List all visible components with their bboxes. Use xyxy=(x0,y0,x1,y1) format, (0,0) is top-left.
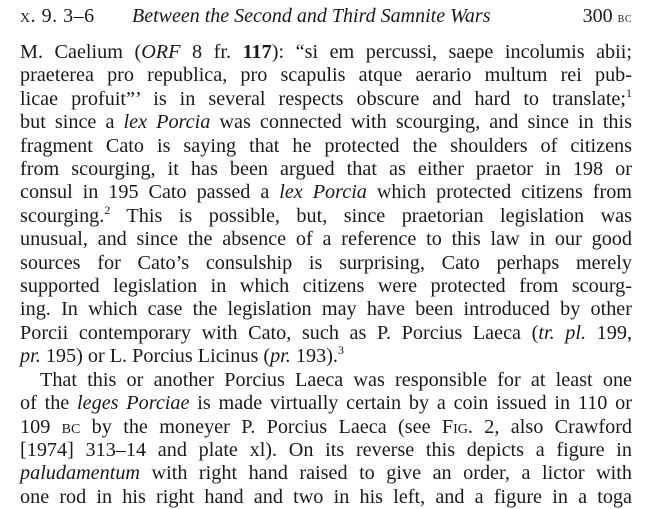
text-run: 109 xyxy=(20,415,62,438)
text-run: which protected citizens from xyxy=(366,181,632,204)
text-run: 199, xyxy=(586,321,632,344)
text-run: with right hand raised to give an order, a lictor with xyxy=(140,462,632,485)
section-reference: x. 9. 3–6 xyxy=(20,5,95,27)
paragraph-1 xyxy=(20,41,632,369)
text-run: Porcii contemporary with Cato, such as P. Porcius Laeca ( xyxy=(20,321,539,344)
italic-term: pr. xyxy=(270,345,291,368)
running-head xyxy=(20,3,632,29)
text-line: That this or another Porcius Laeca was responsible for at least one xyxy=(40,368,632,391)
text-run: is made virtually certain by a coin issued in 110 or xyxy=(189,392,632,415)
text-run: , also Crawford xyxy=(494,415,633,438)
text-line: supported legislation in which citizens were protected from scourg- xyxy=(20,275,632,298)
text-line xyxy=(20,322,632,345)
footnote-marker: 1 xyxy=(626,85,632,100)
italic-term: pr. xyxy=(20,345,41,368)
running-date xyxy=(583,3,632,32)
text-line: ing. In which case the legislation may have been introduced by other xyxy=(20,298,632,321)
text-line: from scourging, it has been argued that as either praetor in 198 or xyxy=(20,158,632,181)
text-line xyxy=(20,392,632,415)
text-run: This is possible, but, since praetorian legislation was xyxy=(110,204,632,227)
italic-term: leges Porciae xyxy=(77,392,190,415)
text-line xyxy=(20,181,632,204)
text-line xyxy=(20,111,632,134)
figure-reference: Fig. 2 xyxy=(441,415,495,438)
fragment-number: 117 xyxy=(242,41,272,63)
text-run: 193). xyxy=(290,345,338,368)
text-line xyxy=(20,345,632,368)
text-run: of the xyxy=(20,392,78,415)
italic-term: tr. pl. xyxy=(538,321,587,344)
date-era: bc xyxy=(617,11,632,26)
text-line xyxy=(20,85,632,111)
text-run: 195) or L. Porcius Licinus ( xyxy=(40,345,271,368)
text-line xyxy=(20,202,632,228)
text-line xyxy=(20,462,632,485)
text-line xyxy=(20,41,632,64)
text-run: consul in 195 Cato passed a xyxy=(20,181,280,204)
footnote-marker: 3 xyxy=(337,343,344,358)
text-run: scourging. xyxy=(20,204,105,227)
text-run: 8 fr. xyxy=(180,41,243,63)
text-line: one rod in his right hand and two in his left, and a figure in a toga xyxy=(20,485,632,508)
text-line: fragment Cato is saying that he protected the shoulders of citizens xyxy=(20,134,632,157)
text-line: [1974] 313–14 and plate xl). On its reverse this depicts a figure in xyxy=(20,438,632,461)
era-abbrev: bc xyxy=(61,415,81,438)
text-run: licae profuit”’ is in several respects obscure and hard to translate; xyxy=(20,87,626,110)
text-run: was connected with scourging, and since in this xyxy=(210,111,632,134)
footnote-marker: 2 xyxy=(104,202,111,217)
citation-abbrev: ORF xyxy=(141,41,181,63)
italic-term: lex Porcia xyxy=(279,181,367,204)
text-run: by the moneyer P. Porcius Laeca (see xyxy=(80,415,442,438)
italic-term: paludamentum xyxy=(20,462,140,485)
text-line xyxy=(20,416,632,439)
body-text xyxy=(20,41,632,509)
text-run: but since a xyxy=(20,111,124,134)
text-run: M. Caelium ( xyxy=(20,41,142,63)
italic-term: lex Porcia xyxy=(123,111,211,134)
text-line: praeterea pro republica, pro scapulis atque aerario multum rei pub- xyxy=(20,64,632,87)
book-page xyxy=(20,3,632,509)
text-line: unusual, and since the absence of a reference to this law in our good xyxy=(20,228,632,251)
paragraph-2 xyxy=(20,369,632,509)
text-run: ): “si em percussi, saepe incolumis abii; xyxy=(271,41,632,63)
text-line: sources for Cato’s consulship is surprising, Cato perhaps merely xyxy=(20,251,632,274)
date-year: 300 xyxy=(582,5,613,27)
running-title: Between the Second and Third Samnite Wars xyxy=(132,5,491,27)
